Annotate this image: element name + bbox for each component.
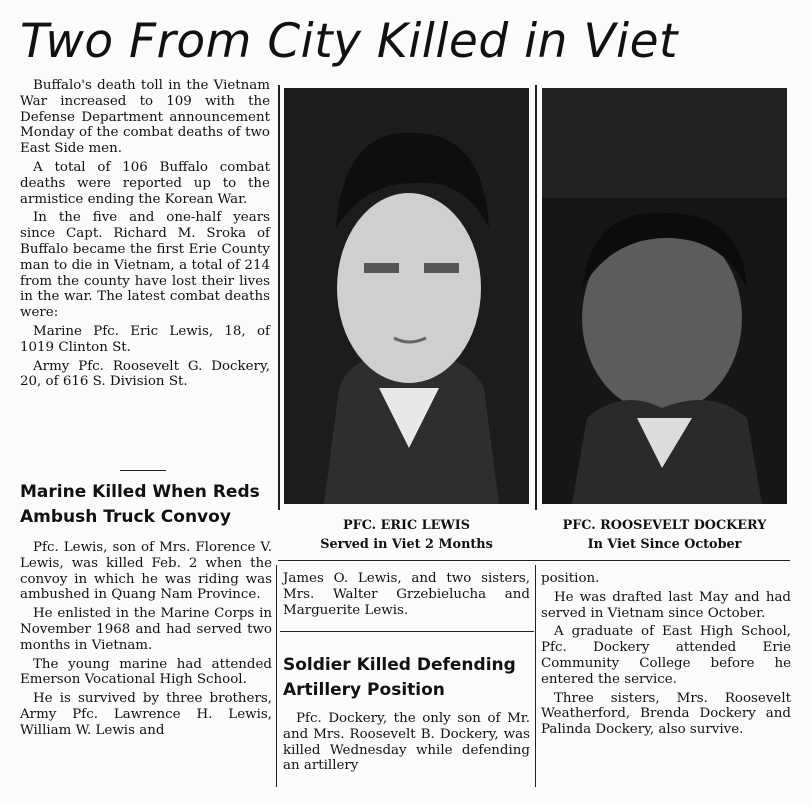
dockery-continued-paragraph: Three sisters, Mrs. Roosevelt Weatherford, Brenda Dockery and Palinda Dockery, also survive. xyxy=(541,690,791,738)
eric-lewis-photo xyxy=(284,88,529,504)
lewis-paragraph: Pfc. Lewis, son of Mrs. Florence V. Lewis, was killed Feb. 2 when the convoy in which he was riding was ambushed in Quang Nam Province. xyxy=(20,540,272,603)
intro-column xyxy=(20,78,270,393)
portrait-image xyxy=(284,88,529,504)
short-divider xyxy=(120,470,166,471)
portrait-image xyxy=(542,88,787,504)
roosevelt-dockery-caption xyxy=(542,516,787,554)
lewis-column xyxy=(20,540,272,742)
intro-paragraph: Marine Pfc. Eric Lewis, 18, of 1019 Clinton St. xyxy=(20,323,270,355)
dockery-column xyxy=(283,711,530,777)
dockery-paragraph: Pfc. Dockery, the only son of Mr. and Mrs. Roosevelt B. Dockery, was killed Wednesday while defending an artillery xyxy=(283,711,530,774)
caption-name: PFC. ROOSEVELT DOCKERY xyxy=(562,518,767,533)
dockery-continued-paragraph: A graduate of East High School, Pfc. Dockery attended Erie Community College before he entered the service. xyxy=(541,624,791,687)
dockery-continued-paragraph: He was drafted last May and had served in Vietnam since October. xyxy=(541,589,791,621)
caption-subtitle: Served in Viet 2 Months xyxy=(320,537,493,552)
intro-paragraph: Buffalo's death toll in the Vietnam War increased to 109 with the Defense Department announcement Monday of the combat deaths of two East Side men. xyxy=(20,78,270,157)
lewis-continued-paragraph: James O. Lewis, and two sisters, Mrs. Walter Grzebielucha and Marguerite Lewis. xyxy=(283,571,530,618)
dockery-continued xyxy=(541,571,791,741)
column-divider xyxy=(278,85,280,510)
intro-paragraph: In the five and one-half years since Capt. Richard M. Sroka of Buffalo became the first Erie County man to die in Vietnam, a total of 214 from the county have lost their lives in the war. The latest combat deaths were: xyxy=(20,210,270,321)
column-divider xyxy=(535,565,536,787)
lewis-paragraph: He is survived by three brothers, Army Pfc. Lawrence H. Lewis, William W. Lewis and xyxy=(20,691,272,738)
column-divider xyxy=(276,565,277,787)
lewis-continued xyxy=(283,571,530,621)
horizontal-divider xyxy=(278,560,790,561)
caption-subtitle: In Viet Since October xyxy=(587,537,742,552)
intro-paragraph: A total of 106 Buffalo combat deaths were reported up to the armistice ending the Korean War. xyxy=(20,159,270,207)
eric-lewis-caption xyxy=(284,516,529,554)
intro-paragraph: Army Pfc. Roosevelt G. Dockery, 20, of 616 S. Division St. xyxy=(20,358,270,390)
section-divider xyxy=(280,631,534,632)
lewis-paragraph: He enlisted in the Marine Corps in November 1968 and had served two months in Vietnam. xyxy=(20,606,272,653)
dockery-heading: Soldier Killed Defending Artillery Position xyxy=(283,655,516,700)
lewis-heading: Marine Killed When Reds Ambush Truck Convoy xyxy=(20,482,260,527)
dockery-continued-paragraph: position. xyxy=(541,571,600,586)
headline: Two From City Killed in Viet xyxy=(20,14,678,69)
column-divider xyxy=(535,85,537,510)
lewis-paragraph: The young marine had attended Emerson Vocational High School. xyxy=(20,656,272,688)
roosevelt-dockery-photo xyxy=(542,88,787,504)
caption-name: PFC. ERIC LEWIS xyxy=(343,518,470,533)
